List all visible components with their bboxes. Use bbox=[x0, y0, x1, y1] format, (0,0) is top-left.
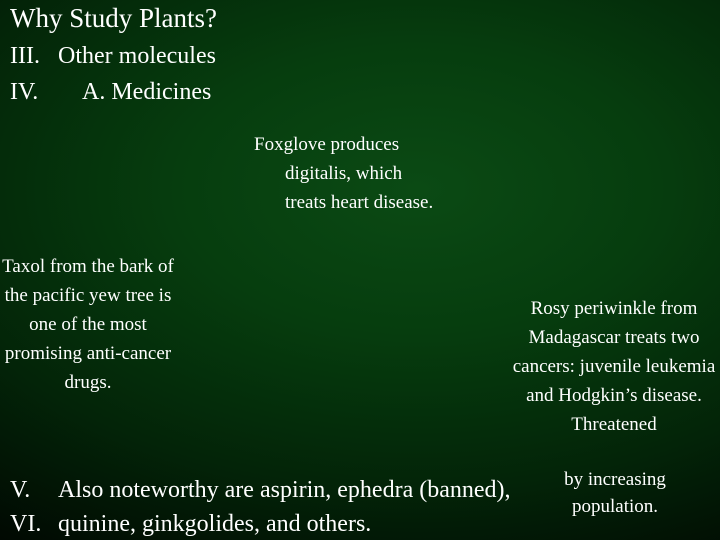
periwinkle-note: Rosy periwinkle from Madagascar treats two cancers: juvenile leukemia and Hodgkin’s disease. Threatened bbox=[512, 298, 716, 435]
outline-item-iv bbox=[10, 78, 211, 106]
outline-item-vi bbox=[10, 510, 371, 538]
foxglove-note bbox=[254, 130, 494, 217]
outline-numeral: V. bbox=[10, 477, 31, 503]
outline-numeral: III. bbox=[10, 43, 40, 69]
outline-text: Other molecules bbox=[58, 43, 216, 69]
outline-text: Also noteworthy are aspirin, ephedra (banned), bbox=[58, 477, 511, 503]
outline-item-v bbox=[10, 476, 511, 504]
foxglove-line: digitalis, which bbox=[285, 163, 403, 184]
outline-numeral: VI. bbox=[10, 511, 42, 537]
outline-text: A. Medicines bbox=[82, 79, 212, 105]
outline-text: quinine, ginkgolides, and others. bbox=[58, 511, 372, 537]
foxglove-line: Foxglove produces bbox=[254, 134, 400, 155]
foxglove-line: treats heart disease. bbox=[285, 192, 434, 213]
slide-title: Why Study Plants? bbox=[10, 3, 217, 33]
periwinkle-note-tail: by increasing population. bbox=[564, 469, 666, 517]
taxol-note: Taxol from the bark of the pacific yew tree is one of the most promising anti-cancer drugs. bbox=[2, 256, 174, 393]
outline-item-iii bbox=[10, 42, 216, 70]
outline-numeral: IV. bbox=[10, 79, 39, 105]
